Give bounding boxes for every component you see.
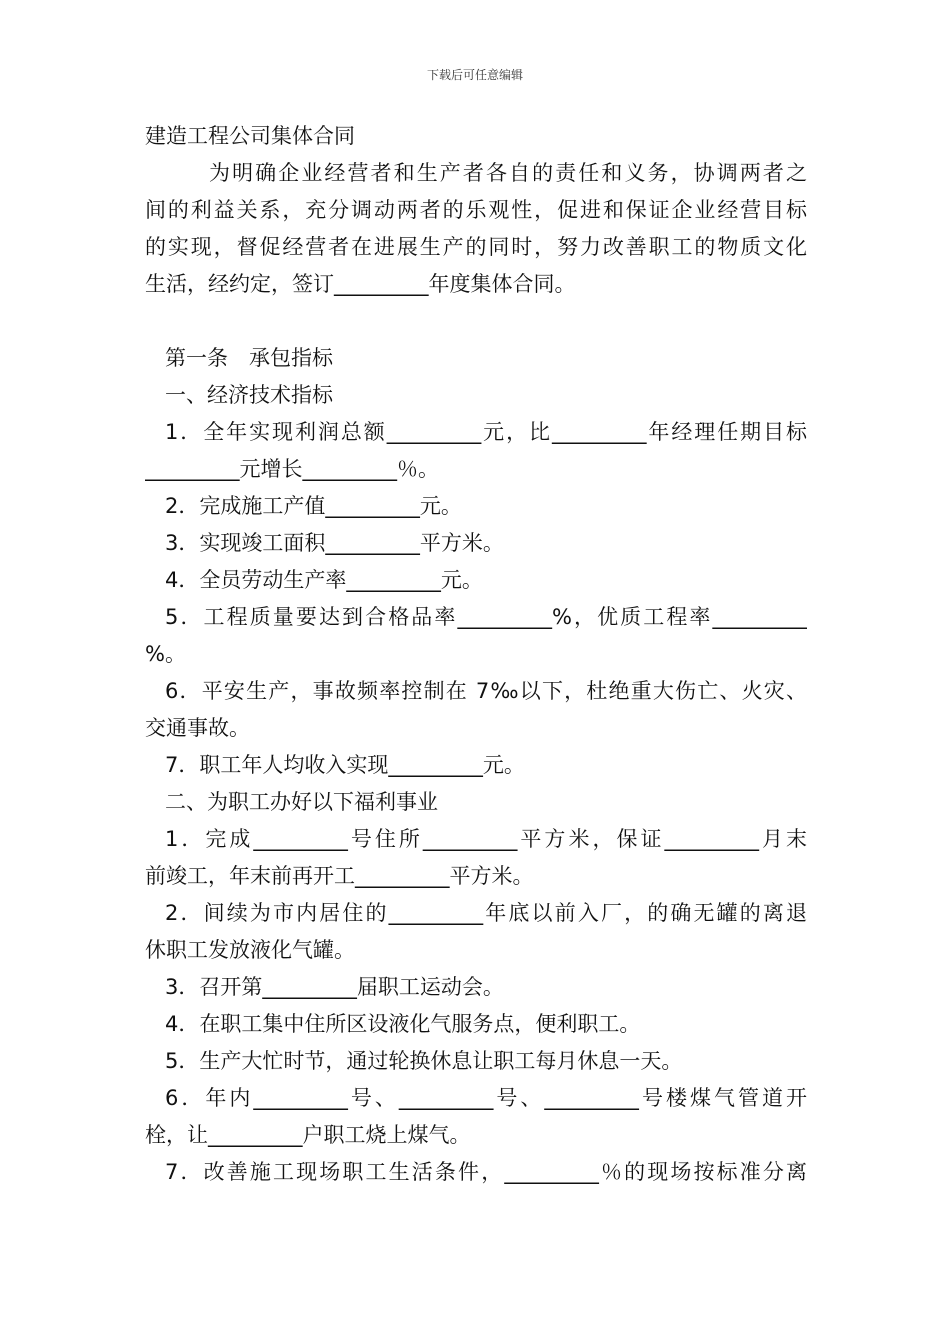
clause-line: 栓，让_________户职工烧上煤气。 — [145, 1123, 471, 1147]
clause-line: 2．完成施工产值_________元。 — [165, 494, 462, 518]
clause-line: 1．完成_________号住所_________平方米，保证_________月末 — [165, 827, 807, 851]
article-heading: 第一条 承包指标 — [165, 346, 333, 370]
clause-line: 前竣工，年末前再开工_________平方米。 — [145, 864, 534, 888]
clause-line: 6．平安生产，事故频率控制在 7‰以下，杜绝重大伤亡、火灾、 — [165, 679, 807, 703]
page-header-note: 下载后可任意编辑 — [426, 68, 523, 82]
section-heading: 二、为职工办好以下福利事业 — [165, 790, 438, 814]
clause-line: %。 — [145, 642, 186, 666]
clause-line: _________元增长_________％。 — [145, 457, 439, 481]
clause-line: 6．年内_________号、_________号、_________号楼煤气管道开 — [165, 1086, 807, 1110]
clause-line: 5．工程质量要达到合格品率_________%，优质工程率_________ — [165, 605, 807, 629]
section-heading: 一、经济技术指标 — [165, 383, 333, 407]
clause-line: 休职工发放液化气罐。 — [145, 938, 355, 962]
clause-line: 3．实现竣工面积_________平方米。 — [165, 531, 504, 555]
document-title: 建造工程公司集体合同 — [145, 124, 355, 148]
clause-line: 3．召开第_________届职工运动会。 — [165, 975, 504, 999]
clause-line: 4．在职工集中住所区设液化气服务点，便利职工。 — [165, 1012, 641, 1036]
clause-line: 7．职工年人均收入实现_________元。 — [165, 753, 525, 777]
clause-line: 7．改善施工现场职工生活条件，_________％的现场按标准分离 — [165, 1160, 807, 1184]
clause-line: 4．全员劳动生产率_________元。 — [165, 568, 483, 592]
clause-line: 5．生产大忙时节，通过轮换休息让职工每月休息一天。 — [165, 1049, 683, 1073]
contract-document — [145, 118, 807, 1191]
paragraph-line: 间的利益关系，充分调动两者的乐观性，促进和保证企业经营目标 — [145, 198, 807, 222]
clause-line: 交通事故。 — [145, 716, 250, 740]
paragraph-line: 生活，经约定，签订_________年度集体合同。 — [145, 272, 576, 296]
paragraph-line: 的实现，督促经营者在进展生产的同时，努力改善职工的物质文化 — [145, 235, 807, 259]
clause-line: 2．间续为市内居住的_________年底以前入厂，的确无罐的离退 — [165, 901, 807, 925]
paragraph-line: 为明确企业经营者和生产者各自的责任和义务，协调两者之 — [209, 161, 807, 185]
blank-line — [145, 303, 807, 340]
clause-line: 1．全年实现利润总额_________元，比_________年经理任期目标 — [165, 420, 807, 444]
